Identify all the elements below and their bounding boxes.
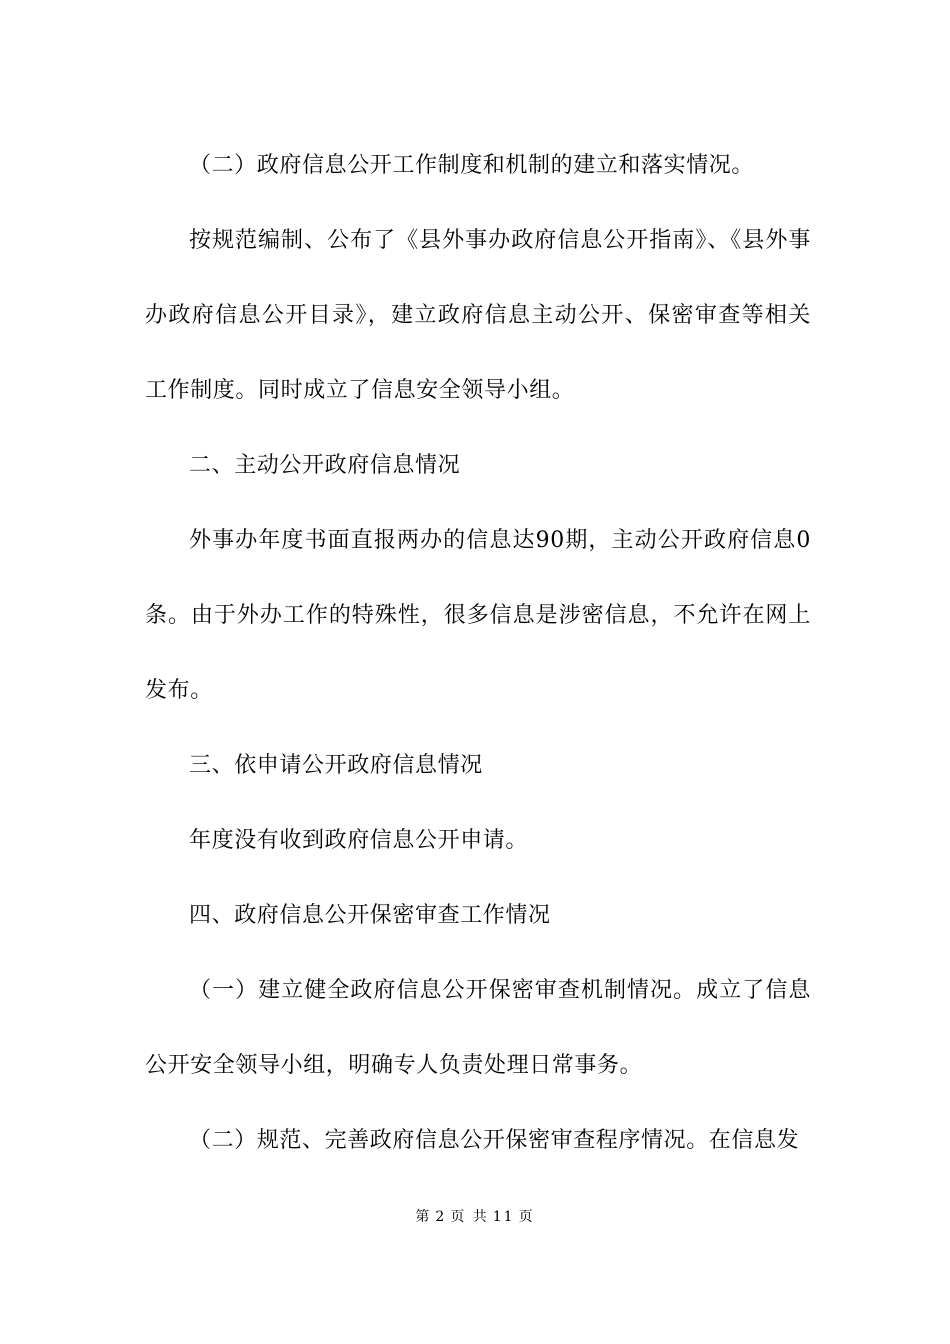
heading-application-disclosure: 三、依申请公开政府信息情况: [189, 753, 483, 778]
paragraph-application-disclosure: 年度没有收到政府信息公开申请。: [189, 828, 529, 853]
paragraph-guide-catalog: 按规范编制、公布了《县外事办政府信息公开指南》、《县外事办政府信息公开目录》，建立政府信息主动公开、保密审查等相关工作制度。同时成立了信息安全领导小组。: [145, 228, 811, 403]
paragraph-active-disclosure: 外事办年度书面直报两办的信息达90期，主动公开政府信息0条。由于外办工作的特殊性，很多信息是涉密信息，不允许在网上发布。: [145, 528, 811, 703]
footer-total-pages: 11: [492, 1209, 515, 1225]
paragraph-review-procedure: （二）规范、完善政府信息公开保密审查程序情况。在信息发: [189, 1128, 800, 1153]
document-body: [145, 128, 811, 1178]
paragraph-review-mechanism: （一）建立健全政府信息公开保密审查机制情况。成立了信息公开安全领导小组，明确专人负责处理日常事务。: [145, 978, 811, 1078]
paragraph-subheading-mechanism: （二）政府信息公开工作制度和机制的建立和落实情况。: [189, 153, 755, 178]
heading-confidentiality-review: 四、政府信息公开保密审查工作情况: [189, 903, 551, 928]
footer-current-page: 2: [435, 1209, 447, 1225]
footer-middle: 页 共: [450, 1209, 489, 1225]
footer-prefix: 第: [415, 1209, 432, 1225]
page-footer: [0, 1206, 950, 1226]
heading-active-disclosure: 二、主动公开政府信息情况: [189, 453, 461, 478]
footer-suffix: 页: [518, 1209, 535, 1225]
